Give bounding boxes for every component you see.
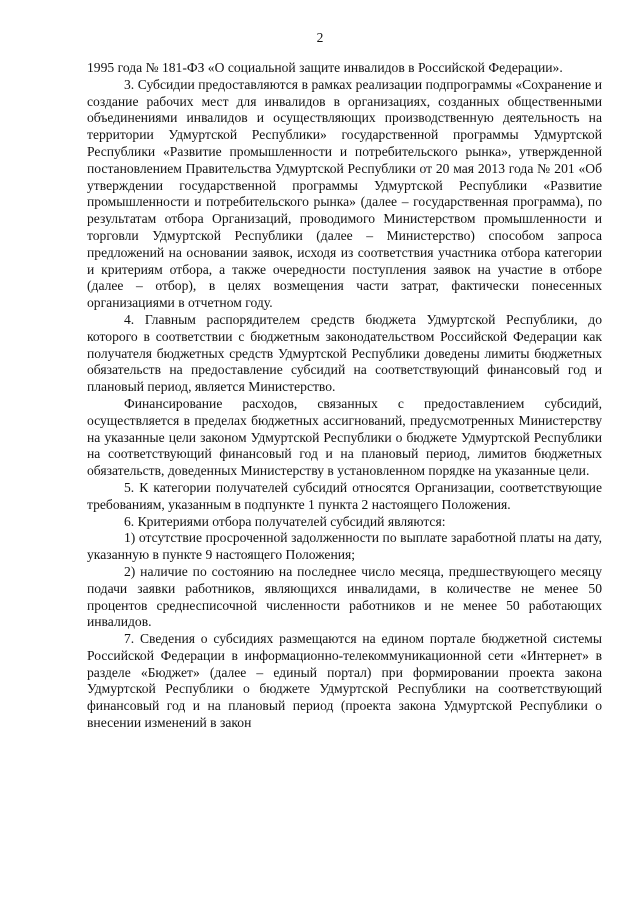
paragraph-financing: Финансирование расходов, связанных с предоставлением субсидий, осуществляется в пределах бюджетных ассигнований, предусмотренных Министерству на указанные цели законом Удмуртской Республики о бюджете Удмуртской Республики на соответствующий финансовый год и на плановый период, лимитов бюджетных обязательств, доведенных Министерству в установленном порядке на указанные цели. — [87, 395, 602, 479]
document-body — [87, 60, 602, 732]
paragraph-continuation: 1995 года № 181-ФЗ «О социальной защите инвалидов в Российской Федерации». — [87, 60, 563, 75]
paragraph-item-7: 7. Сведения о субсидиях размещаются на едином портале бюджетной системы Российской Федерации в информационно-телекоммуникационной сети «Интернет» в разделе «Бюджет» (далее – единый портал) при формировании проекта закона Удмуртской Республики о бюджете Удмуртской Республики на соответствующий финансовый год и на плановый период (проекта закона Удмуртской Республики о внесении изменений в закон — [87, 631, 602, 731]
paragraph-criterion-1: 1) отсутствие просроченной задолженности по выплате заработной платы на дату, указанную в пункте 9 настоящего Положения; — [87, 530, 602, 563]
paragraph-item-5: 5. К категории получателей субсидий относятся Организации, соответствующие требованиям, указанным в подпункте 1 пункта 2 настоящего Положения. — [87, 479, 602, 512]
paragraph-item-3: 3. Субсидии предоставляются в рамках реализации подпрограммы «Сохранение и создание рабочих мест для инвалидов в организациях, созданных общественными объединениями инвалидов и осуществляющих производственную деятельность на территории Удмуртской Республики» государственной программы Удмуртской Республики «Развитие промышленности и потребительского рынка», утвержденной постановлением Правительства Удмуртской Республики от 20 мая 2013 года № 201 «Об утверждении государственной программы Удмуртской Республики «Развитие промышленности и потребительского рынка» (далее – государственная программа), по результатам отбора Организаций, проводимого Министерством промышленности и торговли Удмуртской Республики (далее – Министерство) способом запроса предложений на основании заявок, исходя из соответствия участника отбора категории и критериям отбора, а также очередности поступления заявок на участие в отборе (далее – отбор), в целях возмещения части затрат, фактически понесенных организациями в отчетном году. — [87, 76, 602, 311]
paragraph-item-4: 4. Главным распорядителем средств бюджета Удмуртской Республики, до которого в соответствии с бюджетным законодательством Российской Федерации как получателя бюджетных средств Удмуртской Республики доведены лимиты бюджетных обязательств на предоставление субсидий на соответствующий финансовый год и плановый период, является Министерство. — [87, 311, 602, 395]
page-number: 2 — [316, 30, 324, 45]
paragraph-criterion-2: 2) наличие по состоянию на последнее число месяца, предшествующего месяцу подачи заявки работников, являющихся инвалидами, в количестве не менее 50 процентов среднесписочной численности работников и не менее 50 работающих инвалидов. — [87, 563, 602, 630]
paragraph-item-6: 6. Критериями отбора получателей субсидий являются: — [124, 513, 446, 529]
